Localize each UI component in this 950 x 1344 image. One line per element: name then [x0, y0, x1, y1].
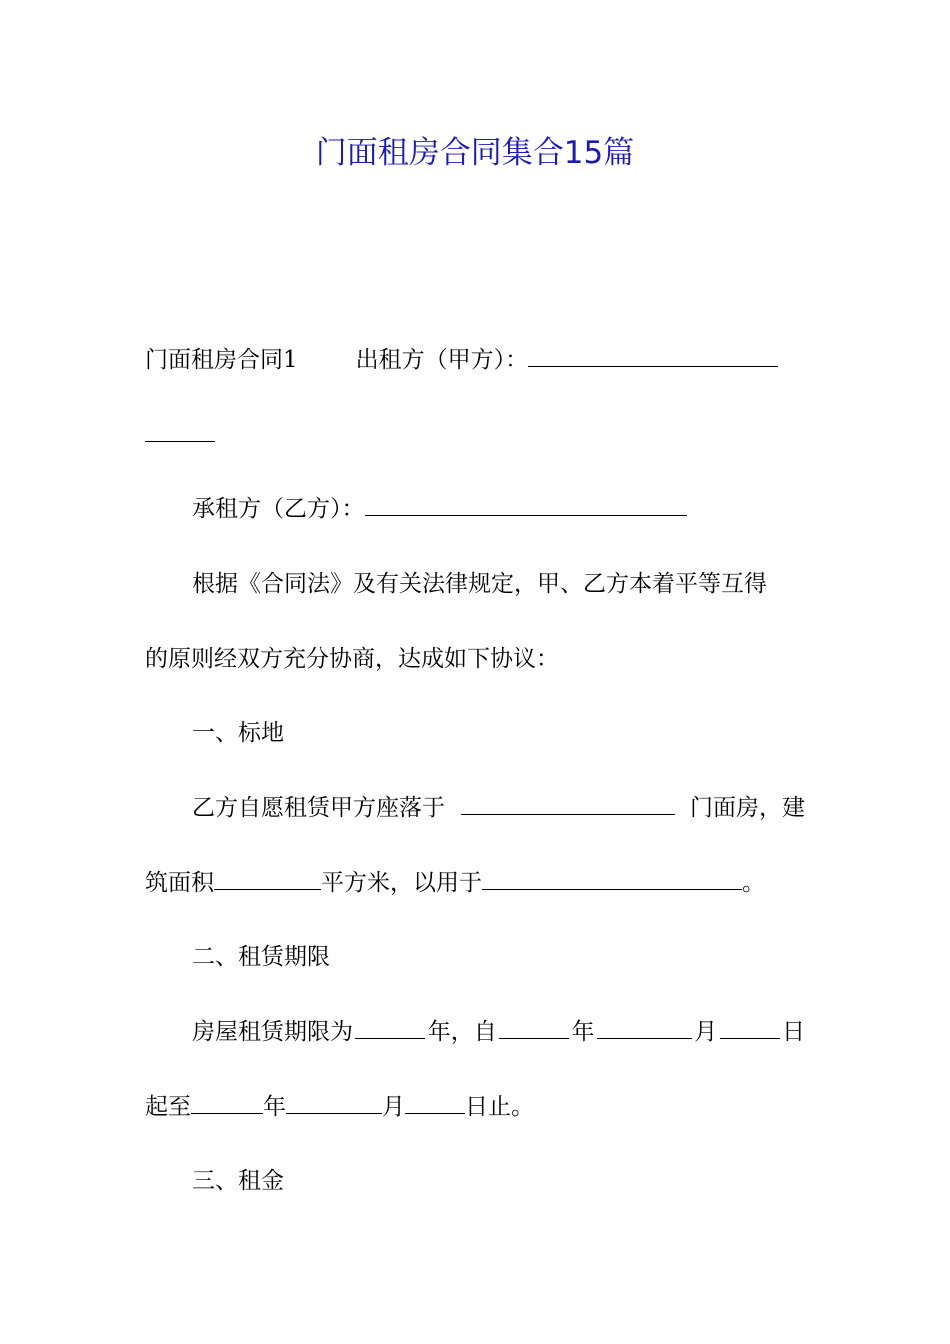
term-label: 房屋租赁期限为 [192, 1019, 353, 1045]
end-day-blank [405, 1091, 465, 1114]
section1-period: 。 [742, 870, 765, 896]
end-year-blank [191, 1091, 263, 1114]
end-year-label: 年 [263, 1094, 286, 1120]
purpose-label: 平方米，以用于 [321, 870, 482, 896]
start-month-blank [597, 1016, 692, 1039]
section2-line-1 [145, 1014, 805, 1050]
contract-heading: 门面租房合同1 [145, 347, 298, 373]
start-day-label: 日 [782, 1019, 805, 1045]
area-blank [214, 867, 321, 890]
area-label: 筑面积 [145, 870, 214, 896]
lessor-label: 出租方（甲方）： [355, 347, 529, 373]
preamble-line-1: 根据《合同法》及有关法律规定，甲、乙方本着平等互得 [192, 571, 767, 597]
until-label: 起至 [145, 1094, 191, 1120]
contract-heading-line [145, 342, 805, 378]
lessee-blank [365, 493, 687, 516]
start-month-label: 月 [694, 1019, 718, 1045]
preamble-line-2: 的原则经双方充分协商，达成如下协议： [145, 646, 559, 672]
section3-heading: 三、租金 [192, 1168, 284, 1194]
end-month-blank [286, 1091, 382, 1114]
term-from-label: 年，自 [427, 1019, 497, 1045]
section2-heading: 二、租赁期限 [192, 944, 330, 970]
location-blank [461, 792, 675, 815]
end-day-label: 日止。 [465, 1094, 534, 1120]
section1-line-1 [145, 790, 805, 826]
lessee-line [145, 491, 805, 527]
section1-location-label: 乙方自愿租赁甲方座落于 [192, 795, 445, 821]
lessor-blank-continuation [145, 419, 215, 442]
section1-storefront-label: 门面房，建 [690, 795, 805, 821]
lessor-blank-continuation-line [145, 417, 805, 453]
end-month-label: 月 [382, 1094, 405, 1120]
start-year-label: 年 [571, 1019, 595, 1045]
term-years-blank [355, 1016, 425, 1039]
start-year-blank [499, 1016, 569, 1039]
document-title: 门面租房合同集合15篇 [315, 135, 635, 171]
section1-heading: 一、标地 [192, 720, 284, 746]
start-day-blank [720, 1016, 780, 1039]
section2-line-2 [145, 1089, 805, 1125]
purpose-blank [482, 867, 742, 890]
section1-line-2 [145, 865, 805, 901]
lessee-label: 承租方（乙方）： [192, 496, 365, 522]
lessor-blank [528, 344, 778, 367]
